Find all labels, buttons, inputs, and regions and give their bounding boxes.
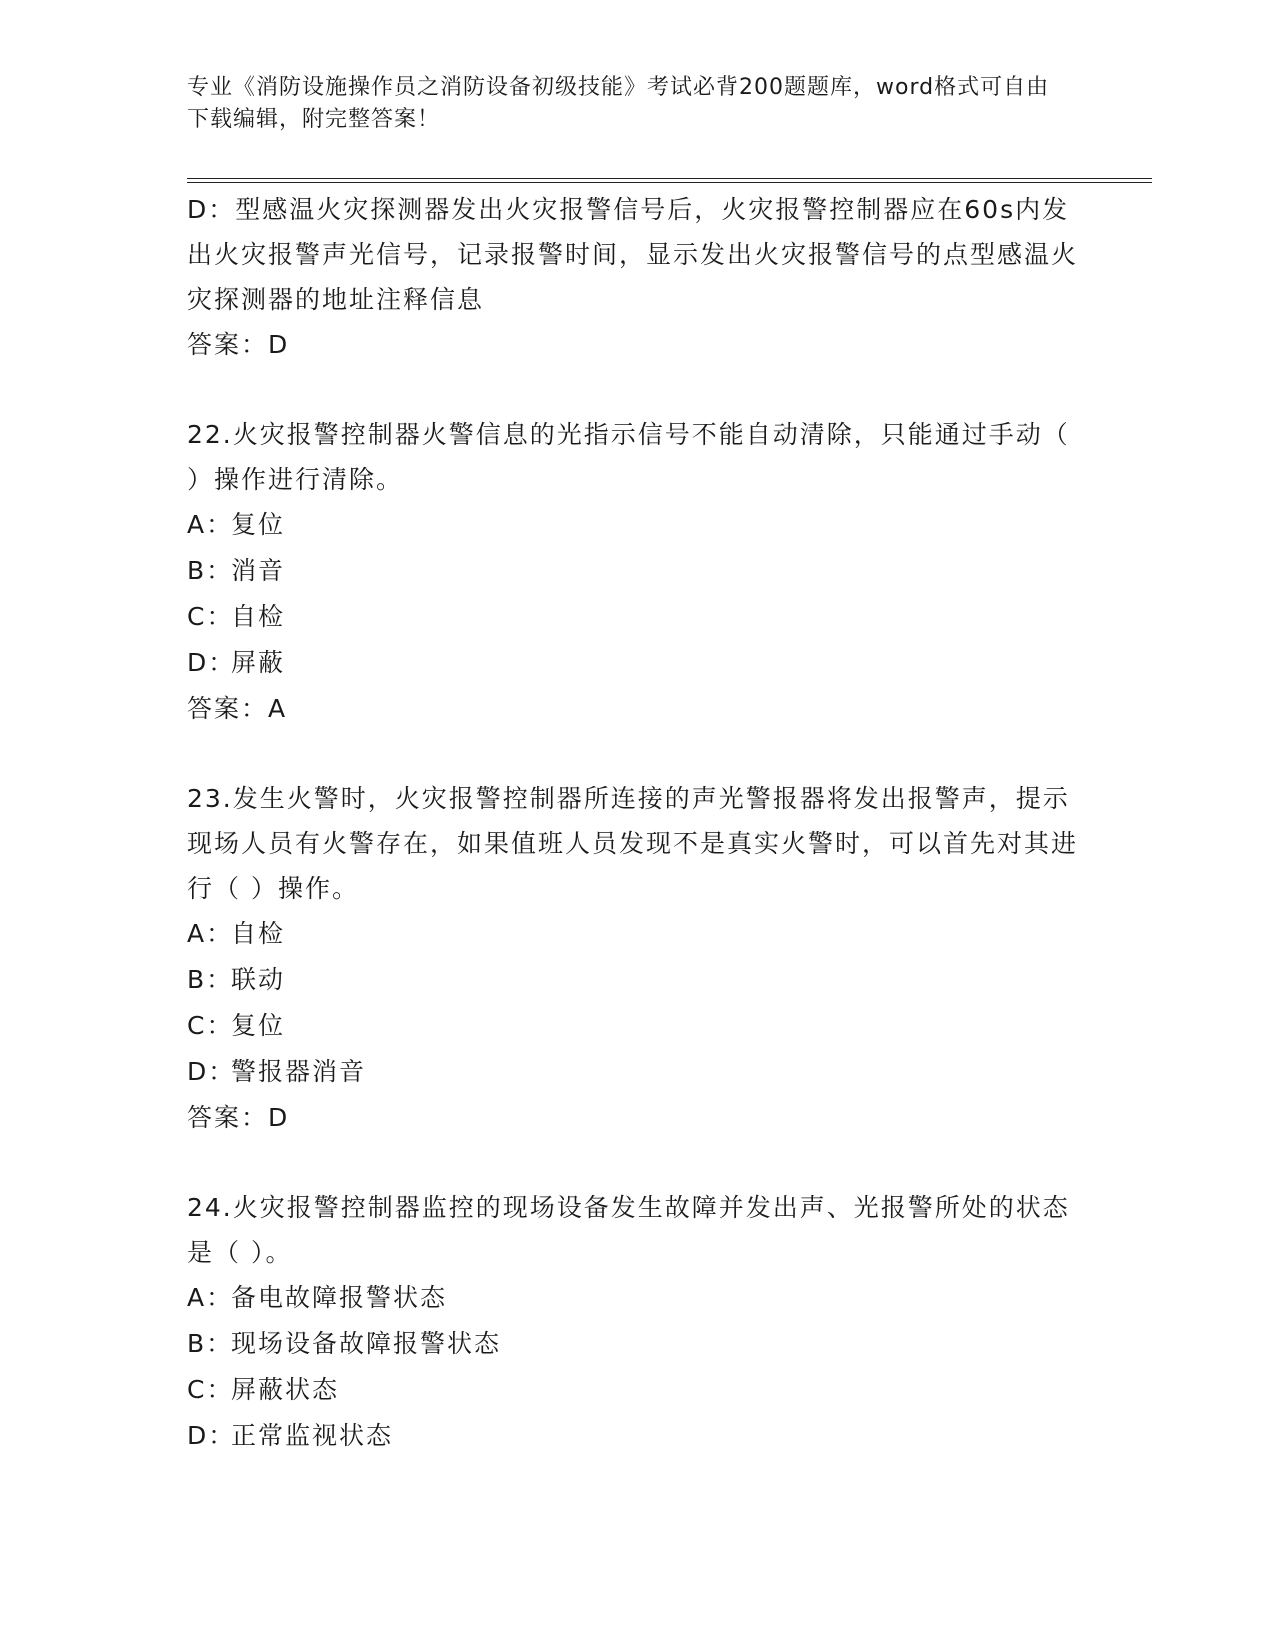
option-key: B： xyxy=(187,965,234,994)
option-c xyxy=(187,594,1087,640)
continued-question xyxy=(187,187,1087,368)
question-24 xyxy=(187,1185,1087,1459)
option-key: A： xyxy=(187,919,234,948)
question-22 xyxy=(187,412,1087,732)
option-text: 屏蔽 xyxy=(231,648,286,677)
option-b xyxy=(187,957,1087,1003)
header-divider-bottom xyxy=(187,182,1152,183)
option-key: B： xyxy=(187,556,234,585)
option-text: 备电故障报警状态 xyxy=(231,1283,448,1312)
question-stem: 24.火灾报警控制器监控的现场设备发生故障并发出声、光报警所处的状态是（ ）。 xyxy=(187,1193,1070,1267)
option-c xyxy=(187,1003,1087,1049)
option-text: 复位 xyxy=(231,510,286,539)
option-b xyxy=(187,548,1087,594)
option-key: C： xyxy=(187,1011,234,1040)
option-d xyxy=(187,1413,1087,1459)
answer-line: 答案：D xyxy=(187,1103,290,1132)
option-key: D： xyxy=(187,1057,236,1086)
document-header: 专业《消防设施操作员之消防设备初级技能》考试必背200题题库，word格式可自由下载编辑，附完整答案！ xyxy=(187,75,1050,132)
option-key: C： xyxy=(187,1375,234,1404)
option-a xyxy=(187,502,1087,548)
option-key: A： xyxy=(187,1283,234,1312)
option-c xyxy=(187,1367,1087,1413)
question-stem: 22.火灾报警控制器火警信息的光指示信号不能自动清除，只能通过手动（ ）操作进行清除。 xyxy=(187,420,1070,494)
option-text: 正常监视状态 xyxy=(231,1421,394,1450)
option-text: 屏蔽状态 xyxy=(231,1375,340,1404)
option-key: B： xyxy=(187,1329,234,1358)
option-text: 警报器消音 xyxy=(231,1057,367,1086)
option-text: 现场设备故障报警状态 xyxy=(231,1329,502,1358)
question-23 xyxy=(187,776,1087,1141)
option-b xyxy=(187,1321,1087,1367)
option-key: C： xyxy=(187,602,234,631)
option-key: D： xyxy=(187,1421,236,1450)
question-stem: 23.发生火警时，火灾报警控制器所连接的声光警报器将发出报警声，提示现场人员有火警存在，如果值班人员发现不是真实火警时，可以首先对其进行（ ）操作。 xyxy=(187,784,1079,903)
option-a xyxy=(187,1275,1087,1321)
document-body xyxy=(187,187,1087,1459)
option-key: A： xyxy=(187,510,234,539)
continued-option-text: D：型感温火灾探测器发出火灾报警信号后，火灾报警控制器应在60s内发出火灾报警声光信号，记录报警时间，显示发出火灾报警信号的点型感温火灾探测器的地址注释信息 xyxy=(187,195,1079,314)
option-text: 复位 xyxy=(231,1011,286,1040)
header-divider-top xyxy=(187,178,1152,179)
option-text: 自检 xyxy=(231,602,286,631)
answer-line: 答案：D xyxy=(187,330,290,359)
option-text: 联动 xyxy=(231,965,286,994)
option-d xyxy=(187,1049,1087,1095)
option-a xyxy=(187,911,1087,957)
option-text: 消音 xyxy=(231,556,286,585)
option-text: 自检 xyxy=(231,919,286,948)
option-d xyxy=(187,640,1087,686)
option-key: D： xyxy=(187,648,236,677)
answer-line: 答案：A xyxy=(187,694,288,723)
